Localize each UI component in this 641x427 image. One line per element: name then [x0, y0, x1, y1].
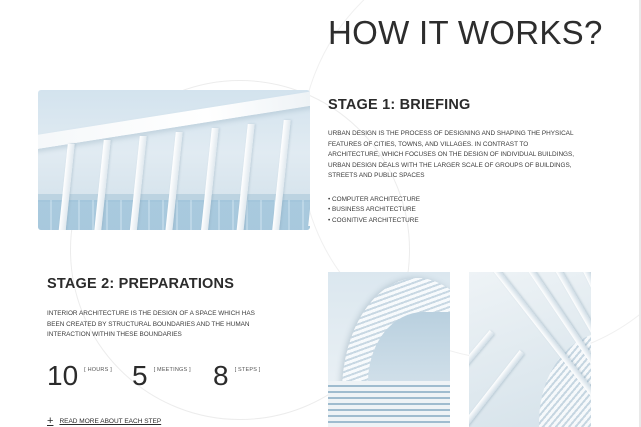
stat-value: 10	[47, 360, 79, 391]
stat-value: 5	[132, 360, 148, 391]
curved-tower-photo	[328, 272, 450, 427]
plus-icon: +	[47, 415, 54, 427]
read-more-link[interactable]	[47, 417, 161, 425]
read-more-label: READ MORE ABOUT EACH STEP	[59, 417, 162, 425]
page-title: HOW IT WORKS?	[328, 14, 603, 51]
list-item: • COGNITIVE ARCHITECTURE	[328, 216, 420, 226]
stat-meetings	[132, 360, 191, 392]
stat-hours	[47, 360, 112, 392]
stat-unit: [ MEETINGS ]	[153, 367, 191, 373]
stat-unit: [ STEPS ]	[234, 367, 261, 373]
stat-steps	[213, 360, 261, 392]
stage1-list	[328, 195, 420, 226]
white-beams-photo	[469, 272, 591, 427]
stage2-title: STAGE 2: PREPARATIONS	[47, 276, 235, 292]
building-roof-fins-photo	[38, 90, 310, 230]
list-item: • BUSINESS ARCHITECTURE	[328, 205, 420, 215]
stat-value: 8	[213, 360, 229, 391]
stat-unit: [ HOURS ]	[84, 367, 112, 373]
stage2-description: INTERIOR ARCHITECTURE IS THE DESIGN OF A SPACE WHICH HAS BEEN CREATED BY STRUCTURAL BOUNDARIES AND THE HUMAN INTERACTION WITHIN THESE BOUNDARIES	[47, 310, 255, 338]
stage1-title: STAGE 1: BRIEFING	[328, 97, 471, 113]
list-item: • COMPUTER ARCHITECTURE	[328, 195, 420, 205]
stage1-description: URBAN DESIGN IS THE PROCESS OF DESIGNING AND SHAPING THE PHYSICAL FEATURES OF CITIES, TOWNS, AND VILLAGES. IN CONTRAST TO ARCHITECTURE, WHICH FOCUSES ON THE DESIGN OF INDIVIDUAL BUILDINGS, URBAN DESIGN DEALS WITH THE LARGER SCALE OF GROUPS OF BUILDINGS, STREETS AND PUBLIC SPACES	[328, 130, 575, 179]
